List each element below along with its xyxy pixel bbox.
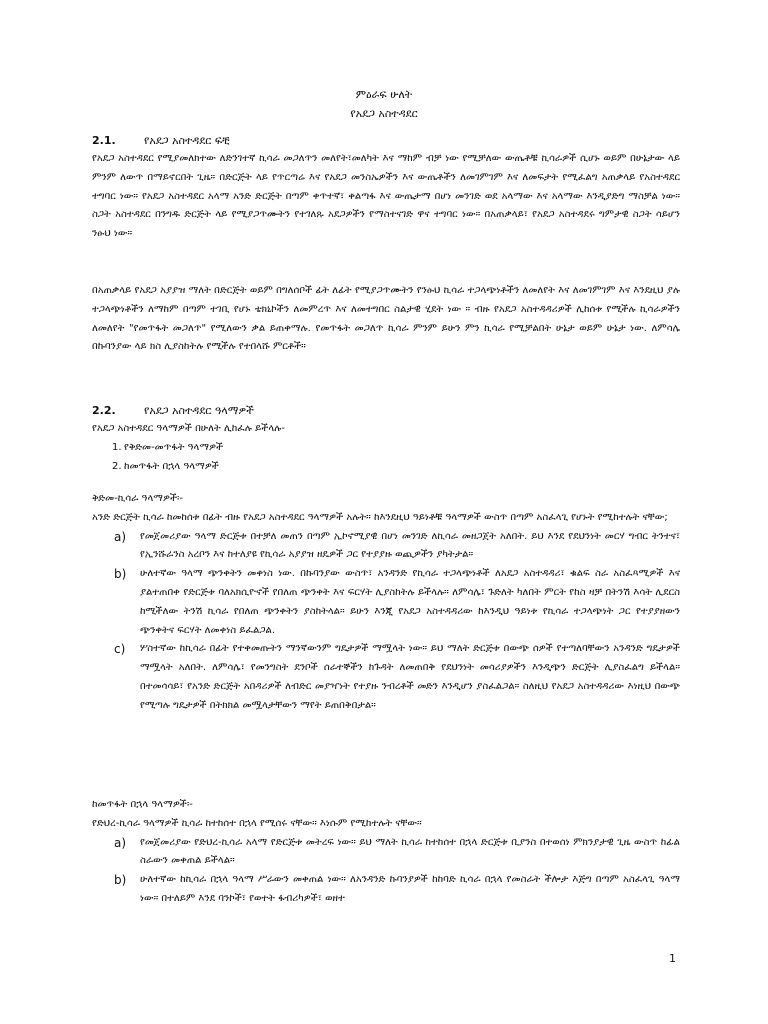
section-title: የአደጋ አስተዳደር ዓላማዎች	[144, 404, 254, 417]
list-item	[92, 565, 680, 640]
list-item	[92, 458, 680, 477]
paragraph: አንድ ድርጅት ኪሳራ ከመከሰቱ በፊት ብዙ የአደጋ አስተዳደር ዓላማዎች አሉት። ከእንደዚህ ዓይነቶቹ ዓላማዎች ውስጥ በጣም አስፈላጊ የሆኑት የሚከተሉት ናቸው;	[92, 511, 668, 523]
pre-loss-section	[92, 490, 680, 716]
list-text: ሁለተኛው ከኪሳራ በኋላ ዓላማ ሥራውን መቀጠል ነው። ለአንዳንድ ኩባንያዎች ከከባድ ኪሳራ በኋላ የመስራት ችሎታ እጅግ በጣም አስፈላጊ ዓላማ ነው። በተለይም እንደ ባንኮች፣ የወተት ፋብሪካዎች፣ ወዘተ	[140, 874, 680, 904]
paragraph: የድህረ-ኪሳራ ዓላማዎች ኪሳራ ከተከሰተ በኋላ የሚሰሩ ናቸው። እነሱም የሚከተሉት ናቸው።	[92, 817, 422, 829]
list-marker: a)	[114, 835, 127, 850]
section-heading	[92, 132, 680, 150]
section-heading	[92, 402, 680, 420]
list-text: ሦስተኛው ከኪሳራ በፊት የተቀመጡትን ማንኛውንም ግዴታዎች ማሟላት ነው። ይህ ማለት ድርጅቱ በውጭ ሰዎች የተጣለባቸውን አንዳንድ ግዴታዎች ማሟላት አለበት. ለምሳሌ፣ የመንግስት ደንቦች ሰራተኞችን ከጉዳት ለመጠበቅ የደህንነት መሳሪያዎችን እንዲጭን ድርጅት ሊያስፈልግ ይችላል። በተመሳሳይ፣ የአንድ ድርጅት አበዳሪዎች ለብድር መያዣነት የተያዙ ንብረቶች መድን እንዲሆን ያስፈልጋል። ስለዚህ የአደጋ አስተዳዳሪው እነዚህ በውጭ የሚጣሉ ግዴታዎች በትክክል መሟላታቸውን ማየት ይጠበቅበታል።	[140, 643, 680, 711]
subheading: ቅድመ-ኪሳራ ዓላማዎች፡-	[92, 493, 183, 504]
chapter-subtitle: የአደጋ አስተዳደር	[350, 107, 418, 120]
paragraph: የአደጋ አስተዳደር የሚያመለክተው ለድንገተኛ ኪሳራ መጋለጥን መለየት፣መለካት እና ማከም ብቻ ነው የሚቻለው ውጤቶቹ ኪሳራዎች ሲሆኑ ወይም በሁኔታው ላይ ምንም ለውጥ በማይኖርበት ጊዜ። በድርጅት ላይ የጥርጣሬ እና የአደጋ መንስኤዎችን እና ውጤቶችን ለመገምገም እና ለመፍታት የሚፈልግ አጠቃላይ የአስተዳደር ተግባር ነው። የአደጋ አስተዳደር አላማ አንድ ድርጅት በጣም ቀጥተኛ፣ ቀልጣፋ እና ውጤታማ በሆነ መንገድ ወደ አላማው እና አላማው እንዲያድግ ማስቻል ነው። ስጋት አስተዳደር በንግዱ ድርጅት ላይ የሚያጋጥሙትን የተገለጹ አደጋዎችን የማስተናገድ ዋና ተግባር ነው። በአጠቃላይ፣ የአደጋ አስተዳደሩ ግምታዊ ስጋት ሳይሆን ንፁህ ነው።	[92, 153, 680, 240]
section-title: የአደጋ አስተዳደር ፍቺ	[144, 134, 230, 147]
section-2-1	[92, 132, 680, 244]
section-2-2	[92, 402, 680, 476]
list-text: የመጀመሪያው ዓላማ ድርጅቱ በተቻለ መጠን በጣም ኢኮኖሚያዊ በሆነ መንገድ ለኪሳራ መዘጋጀት አለበት. ይህ እንደ የደህንነት መርሃ ግብር ትንተና፣ የኢንሹራንስ አረቦን እና ከተለያዩ የኪሳራ አያያዝ ዘዴዎች ጋር የተያያዙ ወጪዎችን ያካትታል።	[140, 530, 680, 561]
paragraph: በአጠቃላይ የአደጋ አያያዝ ማለት በድርጅት ወይም በግለሰቦች ፊት ለፊት የሚያጋጥሙትን የንፁህ ኪሳራ ተጋላጭነቶችን ለመለየት እና ለመገምገም እና እንደዚህ ያሉ ተጋላጭነቶችን ለማከም በጣም ተገቢ የሆኑ ቴክኒኮችን ለመምረጥ እና ለመተግበር ስልታዊ ሂደት ነው ። ብዙ የአደጋ አስተዳዳሪዎች ሊከሰቱ የሚችሉ ኪሳራዎችን ለመለየት "የመጥፋት መጋለጥ" የሚለውን ቃል ይጠቀማሉ. የመጥፋት መጋለጥ ኪሳራ ምንም ይሁን ምን ኪሳራ የሚቻልበት ሁኔታ ወይም ሁኔታ ነው. ለምሳሌ በኩባንያው ላይ ክስ ሊያስከትሉ የሚችሉ የተበላሹ ምርቶች።	[92, 285, 680, 353]
list-text: የቅድመ-መጥፋት ዓላማዎች	[124, 441, 224, 453]
list-marker: b)	[114, 567, 127, 582]
paragraph: የአደጋ አስተዳደር ዓላማዎች በሁለት ሊከፈሉ ይችላሉ-	[92, 423, 285, 434]
list-marker: a)	[114, 529, 127, 544]
list-marker: 2.	[112, 460, 122, 472]
post-loss-list	[92, 834, 680, 909]
list-item	[92, 640, 680, 715]
pre-loss-list	[92, 528, 680, 716]
section-number: 2.2.	[92, 404, 116, 417]
list-marker: b)	[114, 873, 127, 888]
list-text: ከመጥፋት በኋላ ዓላማዎች	[124, 460, 219, 472]
list-text: የመጀመሪያው የድህረ-ኪሳራ አላማ የድርጅቱ መትረፍ ነው። ይህ ማለት ኪሳራ ከተከሰተ በኋላ ድርጅቱ ቢያንስ በተወሰነ ምክንያታዊ ጊዜ ውስጥ ከፊል ስራውን መቀጠል ይችላል።	[140, 836, 680, 867]
list-item	[92, 439, 680, 458]
chapter-title: ምዕራፍ ሁለት	[355, 88, 413, 101]
list-item	[92, 834, 680, 872]
paragraph-block	[92, 282, 680, 357]
list-item	[92, 871, 680, 909]
objectives-list	[92, 439, 680, 477]
list-marker: 1.	[112, 441, 122, 453]
post-loss-section	[92, 796, 680, 909]
subheading: ከመጥፋት በኋላ ዓላማዎች፡-	[92, 799, 193, 810]
list-marker: c)	[114, 642, 126, 657]
list-text: ሁለተኛው ዓላማ ጭንቀትን መቀነስ ነው. በኩባንያው ውስጥ፣ አንዳንድ የኪሳራ ተጋላጭነቶች ለአደጋ አስተዳዳሪ፣ ቁልፍ ስራ አስፈጻሚዎች እና ያልተጠበቀ የድርጅቱ ባለአክሲዮኖች የበለጠ ጭንቀት እና ፍርሃት ሊያስከትሉ ይችላሉ። ለምሳሌ፣ ጉድለት ካለበት ምርት የከስ ዛቻ በትንሽ እሳት ሊደርስ ከሚችለው ትንሽ ኪሳራ የበለጠ ጭንቀትን ያስከትላል። ይሁን እንጂ የአደጋ አስተዳዳሪው ከእንዲህ ዓይነቱ የኪሳራ ተጋላጭነት ጋር የተያያዘውን ጭንቀትና ፍርሃት ለመቀነስ ይፈልጋል.	[140, 568, 680, 636]
list-item	[92, 528, 680, 566]
page-number: 1	[669, 952, 676, 965]
section-number: 2.1.	[92, 134, 116, 147]
